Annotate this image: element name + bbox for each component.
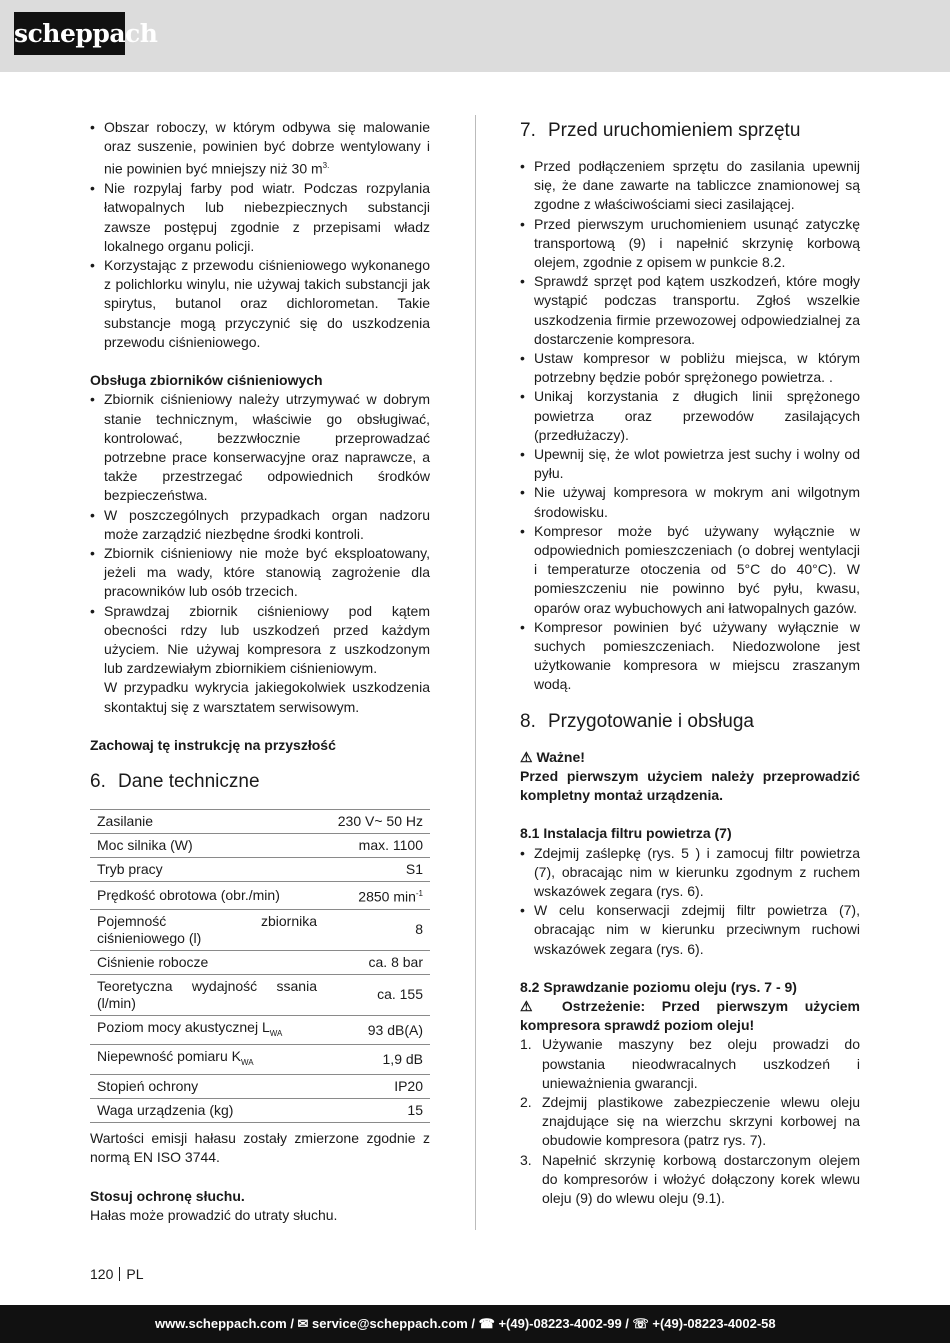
list-item: • W celu konserwacji zdejmij filtr powietrza (7), obracając nim w kierunku przeciwnym ruchowi wskazówek zegara (rys. 6). bbox=[520, 901, 860, 959]
header-bar bbox=[0, 0, 950, 72]
footer-bar bbox=[0, 1305, 950, 1343]
list-item: • Kompresor może być używany wyłącznie w odpowiednich pomieszczeniach (o dobrej wentylacji i temperaturze otoczenia od 5°C do 40°C). W pomieszczeniu nie powinno być pyłu, kwasu, oparów oraz wybuchowych ani łatwopalnych gazów. bbox=[520, 522, 860, 618]
scheppach-logo: scheppach bbox=[14, 12, 125, 55]
table-row: Ciśnienie robocze ca. 8 bar bbox=[90, 950, 430, 974]
left-column bbox=[90, 118, 430, 1225]
tanks-heading: Obsługa zbiorników ciśnieniowych bbox=[90, 372, 323, 389]
list-item: 2. Zdejmij plastikowe zabezpieczenie wlewu oleju znajdujące się na wierzchu skrzyni korbowej na obudowie kompresora (patrz rys. 7). bbox=[520, 1093, 860, 1149]
table-row: Tryb pracy S1 bbox=[90, 857, 430, 881]
hearing-text: Hałas może prowadzić do utraty słuchu. bbox=[90, 1206, 338, 1223]
footer-contact: www.scheppach.com / ✉ service@scheppach.com / ☎ +(49)-08223-4002-99 / ☏ +(49)-08223-4002-58 bbox=[155, 1316, 776, 1331]
page-number: 120 PL bbox=[90, 1266, 144, 1282]
section-8-1-heading: 8.1 Instalacja filtru powietrza (7) bbox=[520, 825, 732, 842]
list-item: 3. Napełnić skrzynię korbową dostarczonym olejem do kompresorów i włożyć dołączony korek wlewu oleju (9) do wlewu oleju (9.1). bbox=[520, 1151, 860, 1206]
list-item: • W poszczególnych przypadkach organ nadzoru może zarządzić niezbędne środki kontroli. bbox=[90, 506, 430, 544]
list-item: • Unikaj korzystania z długich linii sprężonego powietrza oraz przewodów zasilających (przedłużaczy). bbox=[520, 387, 860, 445]
list-item: • Przed podłączeniem sprzętu do zasilania upewnij się, że dane zawarte na tabliczce znamionowej są zgodne z właściwościami sieci zasilającej. bbox=[520, 157, 860, 215]
emission-note: Wartości emisji hałasu zostały zmierzone zgodnie z normą EN ISO 3744. bbox=[90, 1130, 430, 1166]
table-row: Prędkość obrotowa (obr./min) 2850 $\min^{-1}$ bbox=[90, 881, 430, 909]
table-row: Poziom mocy akustycznej $L_{WA}$ 93 dB(A) bbox=[90, 1015, 430, 1045]
keep-instructions: Zachowaj tę instrukcję na przyszłość bbox=[90, 736, 336, 753]
right-column bbox=[520, 118, 860, 1208]
table-row: Teoretyczna wydajność ssania (l/min) ca. 155 bbox=[90, 974, 430, 1015]
list-item: • Przed pierwszym uruchomieniem usunąć zatyczkę transportową (9) i napełnić skrzynię korbową olejem, zgodnie z opisem w punkcie 8.2. bbox=[520, 215, 860, 273]
table-row: Waga urządzenia (kg) 15 bbox=[90, 1099, 430, 1123]
section-8-1-list bbox=[520, 844, 860, 959]
list-item: • Upewnij się, że wlot powietrza jest suchy i wolny od pyłu. bbox=[520, 445, 860, 483]
section-8-2-steps bbox=[520, 1035, 860, 1208]
table-row: Niepewność pomiaru $K_{WA}$ 1,9 dB bbox=[90, 1045, 430, 1075]
warning-icon: ⚠ bbox=[520, 748, 533, 765]
list-item: 1. Używanie maszyny bez oleju prowadzi do powstania nieodwracalnych uszkodzeń i unieważnienia gwarancji. bbox=[520, 1036, 860, 1091]
list-item: • Nie używaj kompresora w mokrym ani wilgotnym środowisku. bbox=[520, 483, 860, 521]
table-row: Pojemność zbiornika ciśnieniowego (l) 8 bbox=[90, 909, 430, 950]
list-item: • Zdejmij zaślepkę (rys. 5 ) i zamocuj filtr powietrza (7), obracając nim w kierunku zgodnym z ruchem wskazówek zegara (rys. 6). bbox=[520, 844, 860, 902]
table-row: Zasilanie 230 V~ 50 Hz bbox=[90, 809, 430, 833]
technical-data-table bbox=[90, 809, 430, 1123]
list-item: • Zbiornik ciśnieniowy nie może być eksploatowany, jeżeli ma wady, które stanowią zagrożenie dla pracowników lub osób trzecich. bbox=[90, 544, 430, 602]
section-8-title: 8. Przygotowanie i obsługa bbox=[520, 710, 754, 732]
list-item: • Sprawdź sprzęt pod kątem uszkodzeń, które mogły wystąpić podczas transportu. Zgłoś wszelkie uszkodzenia firmie przewozowej odpowiedzialnej za dostarczenie kompresora. bbox=[520, 272, 860, 349]
list-item: • Obszar roboczy, w którym odbywa się malowanie oraz suszenie, powinien być dobrze wentylowany i nie powinien być mniejszy niż 30 $m^{3.}$ bbox=[90, 118, 430, 179]
list-item: • Sprawdzaj zbiornik ciśnieniowy pod kątem obecności rdzy lub uszkodzeń przed każdym użyciem. Nie używaj kompresora z uszkodzonym lub zardzewiałym zbiornikiem ciśnieniowym. W przypadku wykrycia jakiegokolwiek uszkodzenia skontaktuj się z warsztatem serwisowym. bbox=[90, 602, 430, 717]
list-item: • Ustaw kompresor w pobliżu miejsca, w którym potrzebny będzie pobór sprężonego powietrza. . bbox=[520, 349, 860, 387]
section-7-title: 7. Przed uruchomieniem sprzętu bbox=[520, 120, 801, 141]
tanks-list bbox=[90, 390, 430, 716]
safety-list bbox=[90, 118, 430, 352]
section-6-title: 6. Dane techniczne bbox=[90, 770, 260, 792]
hearing-heading: Stosuj ochronę słuchu. bbox=[90, 1187, 245, 1204]
column-divider bbox=[475, 115, 476, 1230]
section-8-2-heading: 8.2 Sprawdzanie poziomu oleju (rys. 7 - 9) bbox=[520, 978, 797, 995]
list-item: • Kompresor powinien być używany wyłącznie w suchych pomieszczeniach. Niedozwolone jest użytkowanie kompresora w miejscu zraszanym wodą. bbox=[520, 618, 860, 695]
important-text: Przed pierwszym użyciem należy przeprowadzić kompletny montaż urządzenia. bbox=[520, 767, 860, 804]
list-item: • Korzystając z przewodu ciśnieniowego wykonanego z polichlorku winylu, nie używaj takich substancji jak spirytus, butanol oraz dichlorometan. Takie substancje mogą przyczynić się do uszkodzenia przewodu ciśnieniowego. bbox=[90, 256, 430, 352]
table-row: Stopień ochrony IP20 bbox=[90, 1075, 430, 1099]
table-row: Moc silnika (W) max. 1100 bbox=[90, 833, 430, 857]
warning-icon: ⚠ bbox=[520, 997, 546, 1014]
section-7-list bbox=[520, 157, 860, 695]
important-label: ⚠ Ważne! bbox=[520, 748, 585, 765]
section-8-2-warning: ⚠ Ostrzeżenie: Przed pierwszym użyciem kompresora sprawdź poziom oleju! bbox=[520, 997, 860, 1034]
list-item: • Zbiornik ciśnieniowy należy utrzymywać w dobrym stanie technicznym, właściwie go obsługiwać, kontrolować, bezzwłocznie przeprowadzać potrzebne prace konserwacyjne oraz naprawcze, a także przestrzegać odpowiednich środków bezpieczeństwa. bbox=[90, 390, 430, 505]
list-item: • Nie rozpylaj farby pod wiatr. Podczas rozpylania łatwopalnych lub niebezpiecznych substancji zawsze postępuj zgodnie z przepisami władz lokalnego organu policji. bbox=[90, 179, 430, 256]
